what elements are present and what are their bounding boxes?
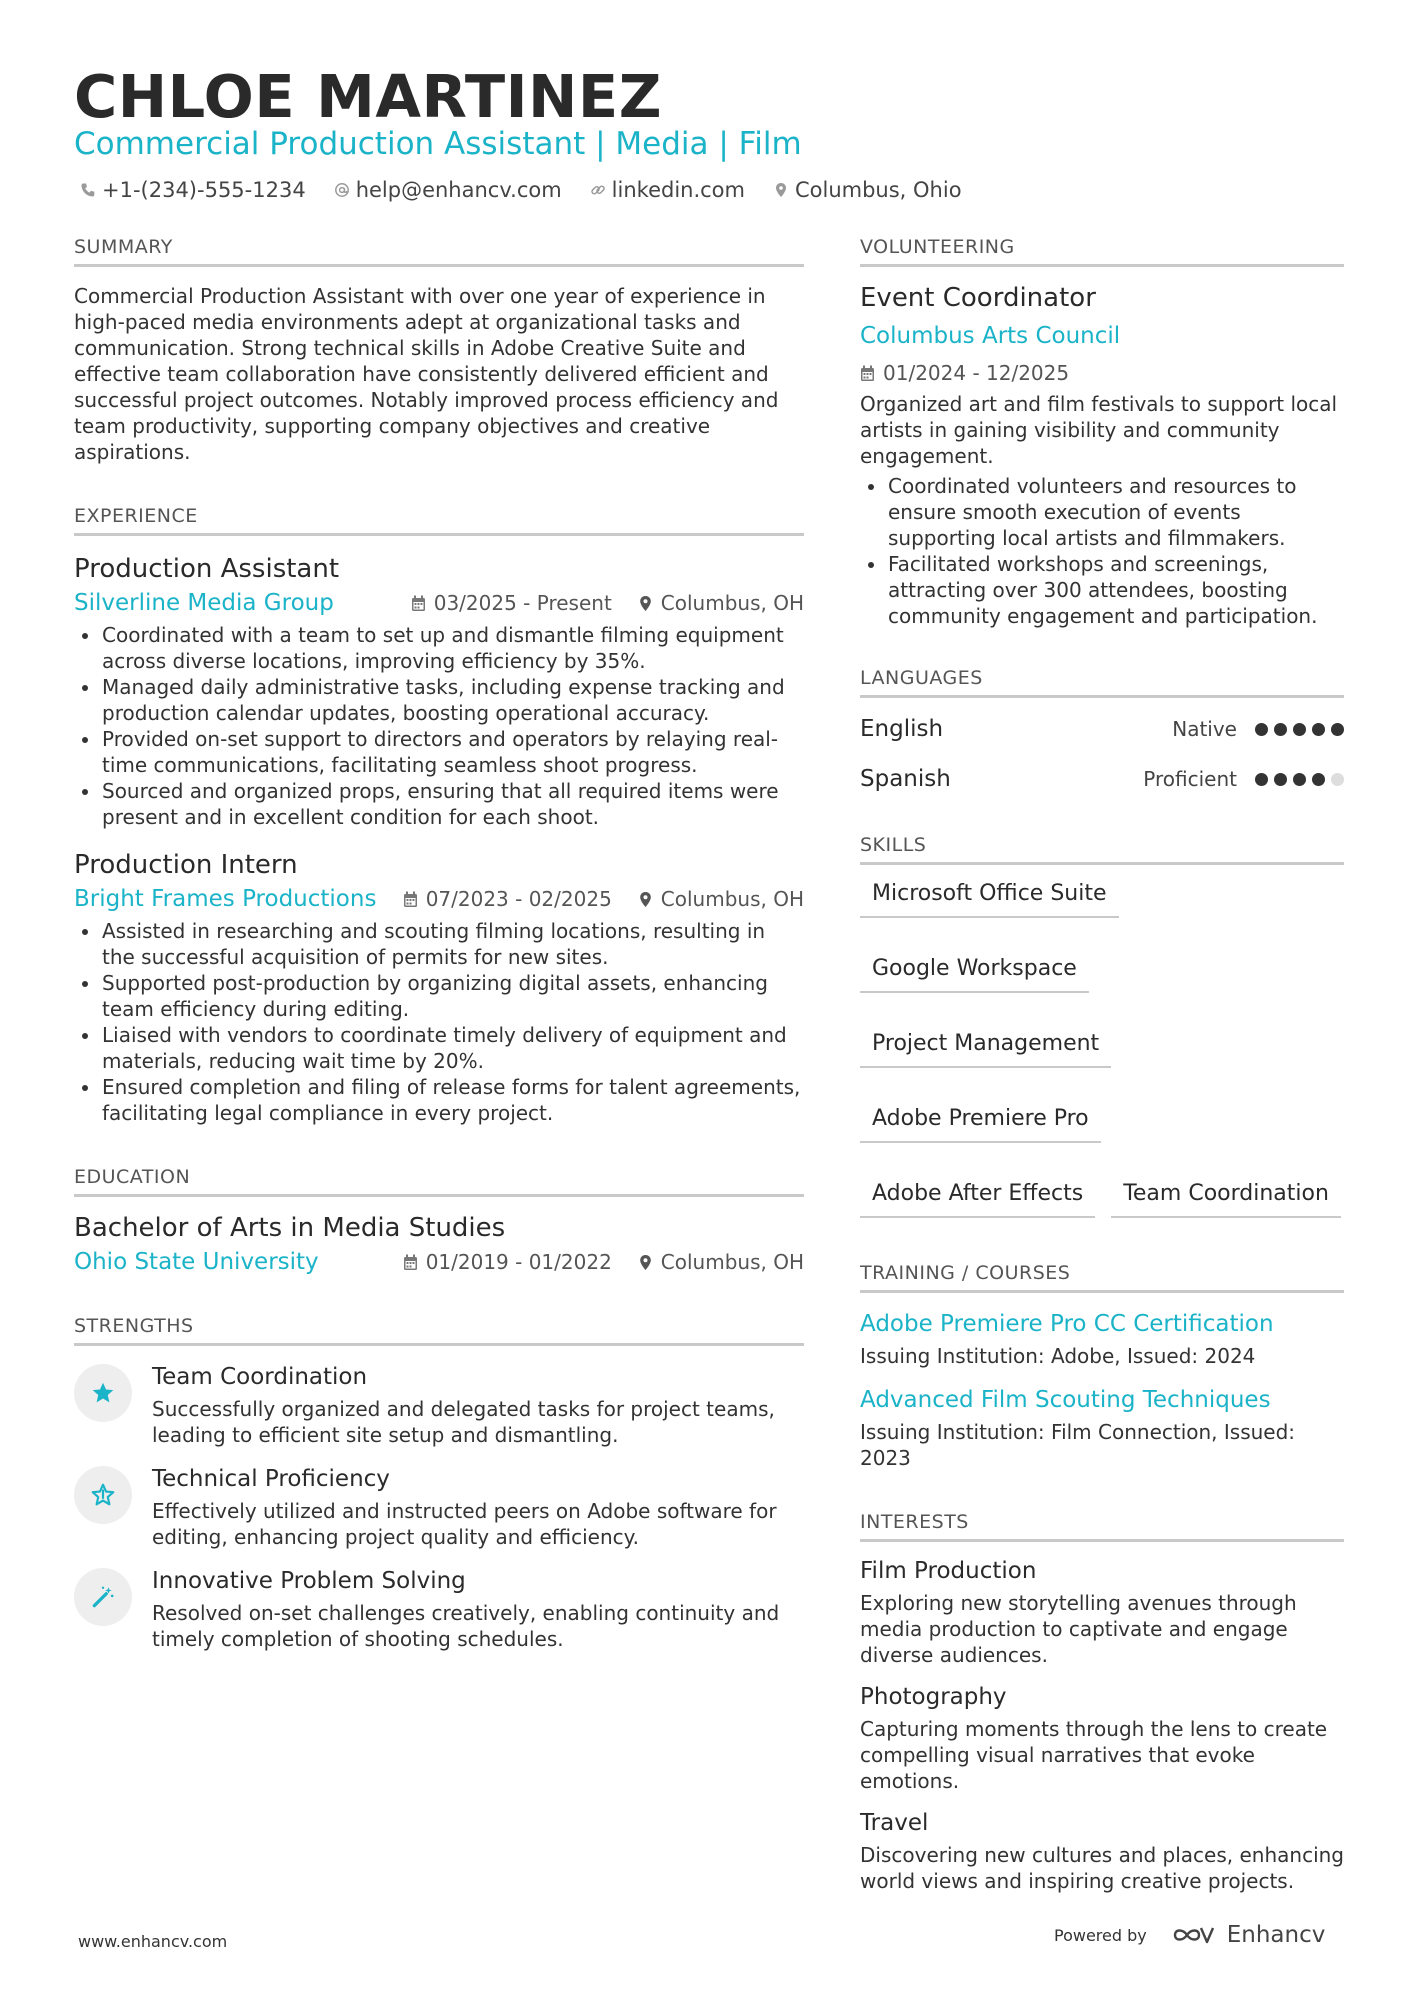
languages-list [860,704,1344,804]
interest-desc: Exploring new storytelling avenues through media production to captivate and engage diverse audiences. [860,1591,1297,1667]
bullet-item: Liaised with vendors to coordinate timely delivery of equipment and materials, reducing wait time by 20%. [74,1022,804,1074]
summary-text: Commercial Production Assistant with over one year of experience in high-paced media environments adept at organizational tasks and communication. Strong technical skills in Adobe Creative Suite and effective team collaboration have consistently delivered efficient and successful project outcomes. Notably improved process efficiency and team productivity, supporting company objectives and creative aspirations. [74,284,779,464]
calendar-icon [403,891,418,908]
job-dates [403,887,612,911]
job-entry [74,850,804,1126]
job-title: Production Intern [74,850,298,880]
course-name: Advanced Film Scouting Techniques [860,1387,1271,1413]
calendar-icon [411,595,426,612]
job-company: Bright Frames Productions [74,886,377,912]
language-right [1143,767,1344,791]
skill-tag: Microsoft Office Suite [860,879,1119,918]
calendar-icon [860,365,875,382]
volunteering-heading: VOLUNTEERING [860,236,1344,267]
skill-tag: Team Coordination [1111,1179,1341,1218]
education-dates [403,1250,612,1274]
volunteering-section [860,236,1344,629]
strength-item [74,1364,804,1448]
skill-tag: Google Workspace [860,954,1089,993]
interests-heading: INTERESTS [860,1511,1344,1542]
job-meta-right [403,887,804,911]
interest-item [860,1684,1344,1794]
location-pin-icon [638,595,653,612]
rating-dot [1331,773,1344,786]
course-item [860,1387,1344,1471]
strengths-section [74,1315,804,1652]
summary-section [74,236,804,465]
email-text[interactable]: help@enhancv.com [355,178,562,202]
interest-name: Travel [860,1810,929,1836]
strength-icon-wrap [74,1364,132,1422]
calendar-icon [403,1254,418,1271]
training-section [860,1262,1344,1471]
strength-desc: Successfully organized and delegated tasks for project teams, leading to efficient site setup and dismantling. [152,1397,775,1447]
at-icon [334,182,350,198]
language-name: Spanish [860,766,951,792]
candidate-title: Commercial Production Assistant | Media | Film [74,126,802,162]
bullet-item: Ensured completion and filing of release forms for talent agreements, facilitating legal compliance in every project. [74,1074,804,1126]
course-desc: Issuing Institution: Adobe, Issued: 2024 [860,1344,1256,1368]
volunteer-org: Columbus Arts Council [860,323,1121,349]
education-location [638,1250,804,1274]
powered-by-text: Powered by [1054,1925,1147,1945]
rating-dot [1312,773,1325,786]
rating-dot [1293,723,1306,736]
job-bullets [74,918,804,1126]
interest-item [860,1558,1344,1668]
contact-phone [80,178,306,202]
location-pin-icon [773,182,789,198]
job-meta [74,590,804,616]
enhancv-logo-icon [1171,1923,1217,1947]
contact-link[interactable] [590,178,745,202]
interest-name: Film Production [860,1558,1037,1584]
magic-wand-icon [90,1584,116,1610]
volunteer-dates-text: 01/2024 - 12/2025 [883,361,1070,385]
degree-title: Bachelor of Arts in Media Studies [74,1213,506,1243]
interest-item [860,1810,1344,1894]
rating-dot [1312,723,1325,736]
interests-section [860,1511,1344,1894]
contact-bar [80,178,962,202]
skills-section [860,834,1344,1218]
job-dates [411,591,612,615]
skills-heading: SKILLS [860,834,1344,865]
brand-logo[interactable] [1171,1922,1326,1948]
link-text[interactable]: linkedin.com [611,178,745,202]
job-location-text: Columbus, OH [660,591,804,615]
job-meta-right [411,591,804,615]
training-heading: TRAINING / COURSES [860,1262,1344,1293]
strength-body [152,1466,804,1550]
strength-icon-wrap [74,1568,132,1626]
contact-location [773,178,962,202]
strength-name: Innovative Problem Solving [152,1568,466,1594]
volunteer-bullets [860,473,1344,629]
volunteer-dates [860,361,1344,385]
language-level: Native [1172,717,1237,741]
bullet-item: Sourced and organized props, ensuring that all required items were present and in excellent condition for each shoot. [74,778,804,830]
job-company: Silverline Media Group [74,590,334,616]
bullet-item: Coordinated volunteers and resources to ensure smooth execution of events supporting local artists and filmmakers. [860,473,1344,551]
experience-section [74,505,804,1126]
star-filled-icon [90,1380,116,1406]
job-location [638,887,804,911]
location-text: Columbus, Ohio [794,178,962,202]
rating-dot [1274,773,1287,786]
bullet-item: Managed daily administrative tasks, including expense tracking and production calendar updates, boosting operational accuracy. [74,674,804,726]
strength-item [74,1568,804,1652]
education-location-text: Columbus, OH [660,1250,804,1274]
strength-item [74,1466,804,1550]
languages-section [860,667,1344,804]
strength-body [152,1568,804,1652]
rating-dot [1293,773,1306,786]
phone-icon [80,182,96,198]
bullet-item: Supported post-production by organizing digital assets, enhancing team efficiency during editing. [74,970,804,1022]
volunteer-desc: Organized art and film festivals to support local artists in gaining visibility and community engagement. [860,392,1338,468]
course-desc: Issuing Institution: Film Connection, Issued: 2023 [860,1420,1296,1470]
star-outline-icon [90,1482,116,1508]
volunteer-role: Event Coordinator [860,283,1096,313]
job-meta [74,886,804,912]
education-section [74,1166,804,1275]
school-name: Ohio State University [74,1249,319,1275]
education-heading: EDUCATION [74,1166,804,1197]
rating-dot [1331,723,1344,736]
bullet-item: Assisted in researching and scouting filming locations, resulting in the successful acquisition of permits for new sites. [74,918,804,970]
rating-dot [1255,773,1268,786]
footer-website[interactable]: www.enhancv.com [78,1932,228,1951]
education-meta [74,1249,804,1275]
location-pin-icon [638,891,653,908]
job-dates-text: 07/2023 - 02/2025 [425,887,612,911]
language-row [860,754,1344,804]
course-name: Adobe Premiere Pro CC Certification [860,1311,1274,1337]
skill-tag: Adobe Premiere Pro [860,1104,1101,1143]
education-dates-text: 01/2019 - 01/2022 [425,1250,612,1274]
languages-heading: LANGUAGES [860,667,1344,698]
job-location-text: Columbus, OH [660,887,804,911]
skill-tag: Project Management [860,1029,1111,1068]
skills-list [860,879,1344,1218]
experience-heading: EXPERIENCE [74,505,804,536]
strengths-heading: STRENGTHS [74,1315,804,1346]
education-meta-right [403,1250,804,1274]
job-title: Production Assistant [74,554,340,584]
summary-heading: SUMMARY [74,236,804,267]
footer-branding [1054,1922,1325,1948]
bullet-item: Coordinated with a team to set up and dismantle filming equipment across diverse locations, improving efficiency by 35%. [74,622,804,674]
candidate-name: CHLOE MARTINEZ [74,62,662,131]
strength-desc: Effectively utilized and instructed peers on Adobe software for editing, enhancing project quality and efficiency. [152,1499,777,1549]
language-rating [1255,773,1344,786]
bullet-item: Provided on-set support to directors and operators by relaying real-time communications, facilitating seamless shoot progress. [74,726,804,778]
language-right [1172,717,1344,741]
brand-name: Enhancv [1226,1922,1326,1948]
strength-name: Team Coordination [152,1364,368,1390]
job-location [638,591,804,615]
job-entry [74,554,804,830]
link-icon [590,182,606,198]
language-rating [1255,723,1344,736]
phone-text: +1-(234)-555-1234 [102,178,306,202]
strength-icon-wrap [74,1466,132,1524]
contact-email[interactable] [334,178,562,202]
rating-dot [1255,723,1268,736]
course-item [860,1311,1344,1369]
language-name: English [860,716,944,742]
strength-name: Technical Proficiency [152,1466,390,1492]
interest-name: Photography [860,1684,1007,1710]
left-column [74,236,804,1652]
language-level: Proficient [1143,767,1237,791]
location-pin-icon [638,1254,653,1271]
job-bullets [74,622,804,830]
interest-desc: Discovering new cultures and places, enhancing world views and inspiring creative projects. [860,1843,1345,1893]
right-column [860,236,1344,1894]
strength-body [152,1364,804,1448]
language-row [860,704,1344,754]
strength-desc: Resolved on-set challenges creatively, enabling continuity and timely completion of shooting schedules. [152,1601,780,1651]
job-dates-text: 03/2025 - Present [433,591,612,615]
skill-tag: Adobe After Effects [860,1179,1095,1218]
interest-desc: Capturing moments through the lens to create compelling visual narratives that evoke emotions. [860,1717,1328,1793]
rating-dot [1274,723,1287,736]
bullet-item: Facilitated workshops and screenings, attracting over 300 attendees, boosting community engagement and participation. [860,551,1344,629]
